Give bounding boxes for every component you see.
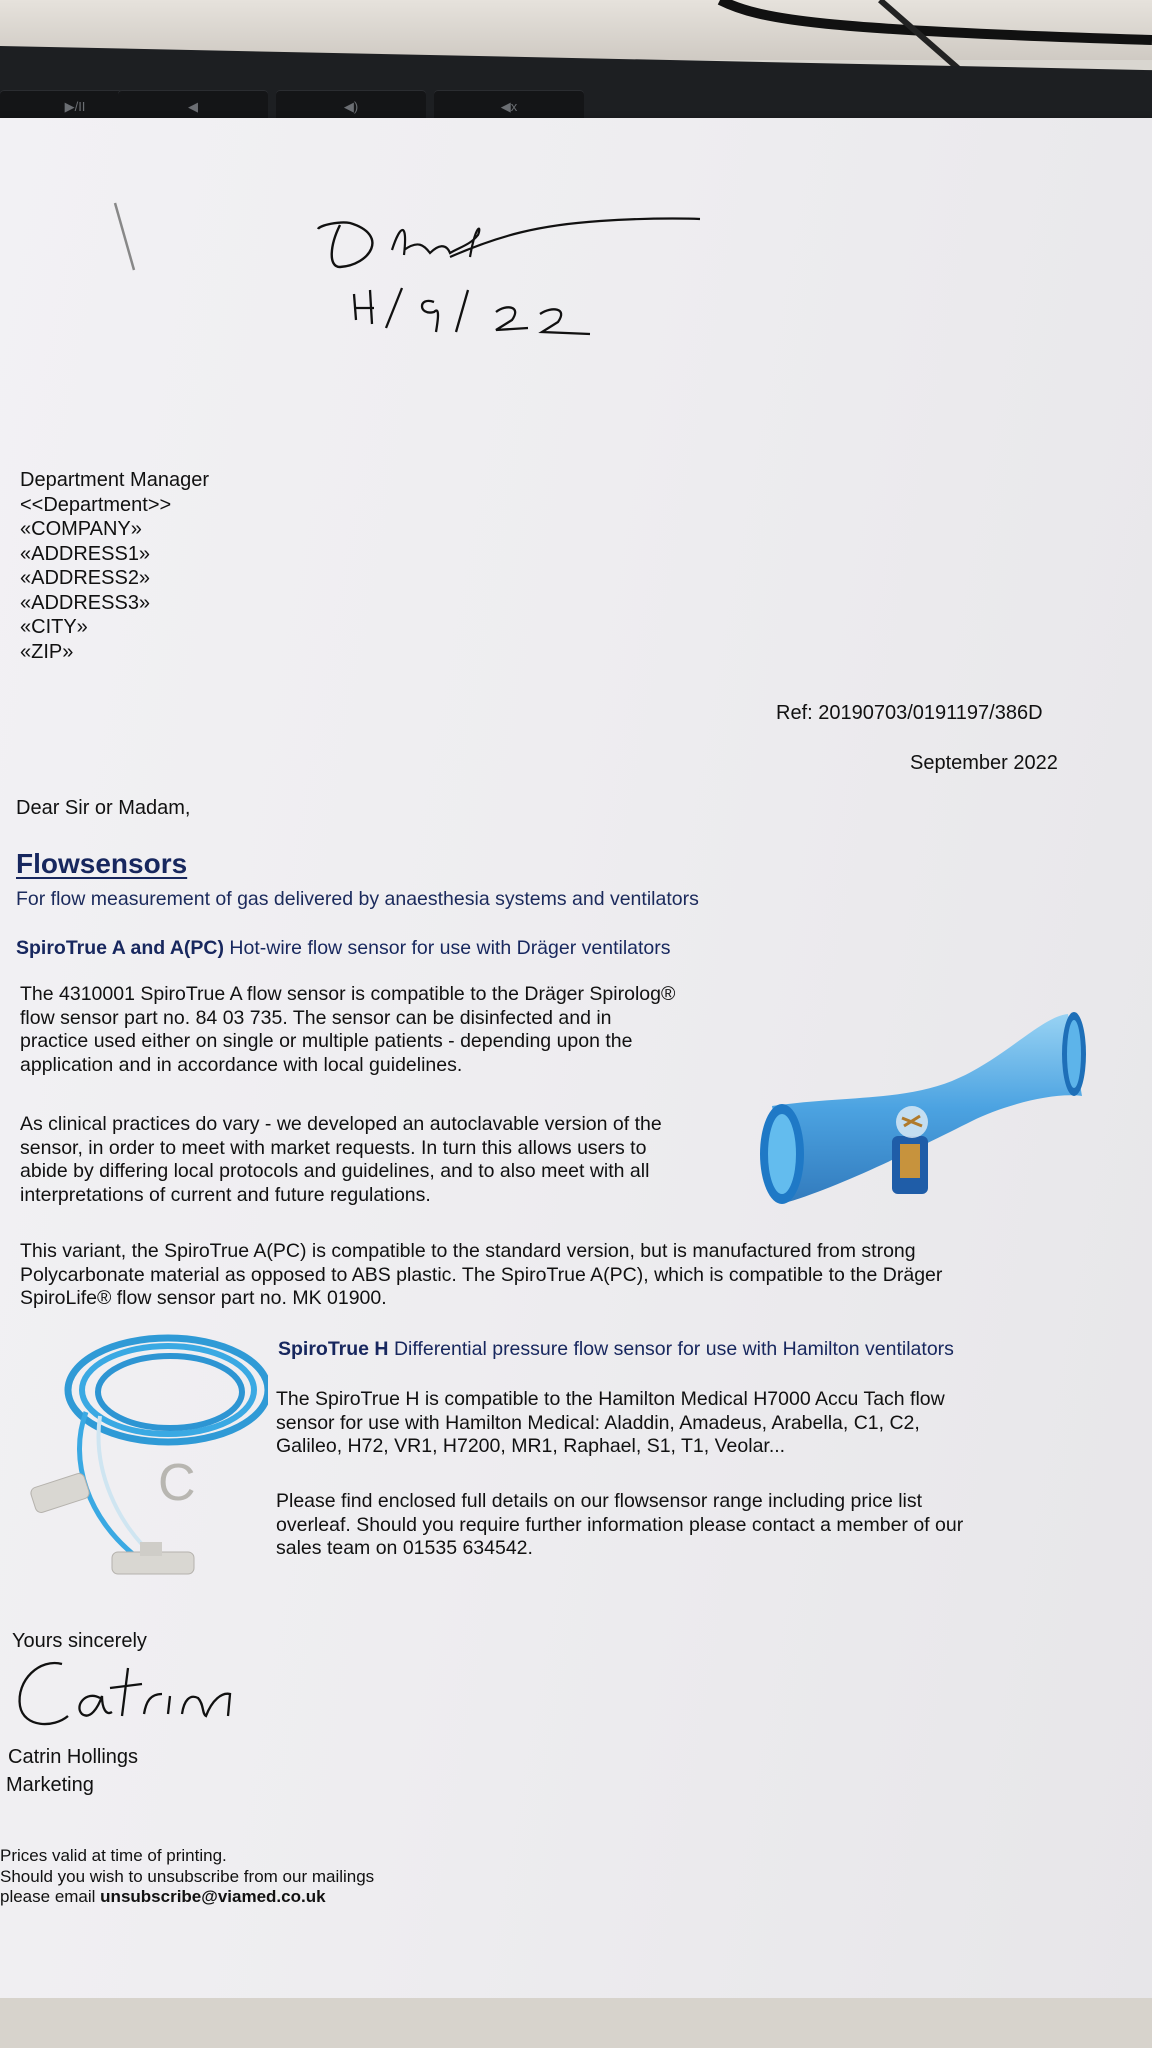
product-a-name: SpiroTrue A and A(PC) [16, 937, 225, 959]
address-line: «CITY» [20, 616, 88, 638]
text-line: application and in accordance with local guidelines. [20, 1053, 463, 1076]
text-line: Polycarbonate material as opposed to ABS plastic. The SpiroTrue A(PC), which is compatible to the Dräger [20, 1263, 943, 1286]
handwritten-date [346, 280, 646, 360]
desk-bottom [0, 1998, 1152, 2048]
letter-date: September 2022 [910, 752, 1058, 774]
text-line: sales team on 01535 634542. [276, 1537, 533, 1559]
volume-up-key[interactable]: ◀) [276, 90, 426, 124]
product-a-paragraph-1 [20, 983, 675, 1077]
signatory-name: Catrin Hollings [8, 1746, 139, 1768]
ce-mark: C [158, 1454, 196, 1512]
signatory-role: Marketing [6, 1774, 94, 1796]
product-a-paragraph-2 [20, 1113, 662, 1207]
product-h-description: Differential pressure flow sensor for use with Hamilton ventilators [388, 1338, 954, 1360]
text-line: As clinical practices do vary - we developed an autoclavable version of the [20, 1113, 662, 1135]
product-h-heading [278, 1338, 954, 1361]
spirotrue-h-sensor-image [28, 1320, 268, 1600]
product-h-name: SpiroTrue H [278, 1338, 389, 1360]
product-h-paragraph-1 [276, 1388, 945, 1459]
unsubscribe-email[interactable]: unsubscribe@viamed.co.uk [100, 1887, 326, 1906]
recipient-address [20, 468, 209, 664]
text-line: sensor, in order to meet with market requests. In turn this allows users to [20, 1136, 647, 1159]
address-line: «ADDRESS3» [20, 591, 151, 614]
volume-down-key[interactable]: ◀ [118, 90, 268, 124]
text-line: The SpiroTrue H is compatible to the Hamilton Medical H7000 Accu Tach flow [276, 1388, 945, 1410]
footer-line [0, 1887, 374, 1908]
staple-mark [110, 198, 140, 278]
play-pause-key[interactable]: ▶/II [0, 90, 150, 124]
footer-line: Prices valid at time of printing. [0, 1846, 227, 1865]
address-line: «ZIP» [20, 640, 74, 663]
handwritten-signature [10, 1650, 250, 1740]
salutation: Dear Sir or Madam, [16, 797, 191, 819]
spirotrue-a-sensor-image [752, 996, 1088, 1206]
product-a-description: Hot-wire flow sensor for use with Dräger ventilators [224, 937, 671, 959]
text-line: SpiroLife® flow sensor part no. MK 01900. [20, 1287, 387, 1309]
text-line: sensor for use with Hamilton Medical: Aladdin, Amadeus, Arabella, C1, C2, [276, 1411, 920, 1434]
reference-number: Ref: 20190703/0191197/386D [776, 702, 1043, 724]
page-title: Flowsensors [16, 848, 188, 879]
text-line: This variant, the SpiroTrue A(PC) is compatible to the standard version, but is manufactured from strong [20, 1240, 916, 1262]
address-line: «ADDRESS1» [20, 542, 151, 565]
footer-prefix: please email [0, 1887, 101, 1906]
product-a-paragraph-3 [20, 1240, 942, 1311]
address-line: Department Manager [20, 469, 209, 491]
text-line: flow sensor part no. 84 03 735. The sensor can be disinfected and in [20, 1006, 612, 1029]
valediction: Yours sincerely [12, 1630, 147, 1652]
address-line: <<Department>> [20, 493, 172, 516]
product-a-heading [16, 937, 671, 960]
footer-notice [0, 1846, 374, 1908]
text-line: practice used either on single or multiple patients - depending upon the [20, 1030, 633, 1052]
text-line: interpretations of current and future regulations. [20, 1183, 431, 1206]
address-line: «COMPANY» [20, 518, 142, 540]
text-line: The 4310001 SpiroTrue A flow sensor is compatible to the Dräger Spirolog® [20, 983, 676, 1005]
address-line: «ADDRESS2» [20, 567, 151, 589]
text-line: overleaf. Should you require further information please contact a member of our [276, 1513, 964, 1536]
subtitle: For flow measurement of gas delivered by anaesthesia systems and ventilators [16, 888, 699, 910]
mute-key[interactable]: ◀x [434, 90, 584, 124]
footer-line: Should you wish to unsubscribe from our mailings [0, 1866, 375, 1886]
text-line: Galileo, H72, VR1, H7200, MR1, Raphael, S1, T1, Veolar... [276, 1435, 786, 1457]
text-line: abide by differing local protocols and guidelines, and to also meet with all [20, 1160, 650, 1182]
text-line: Please find enclosed full details on our flowsensor range including price list [276, 1490, 923, 1512]
product-h-paragraph-2 [276, 1490, 963, 1561]
